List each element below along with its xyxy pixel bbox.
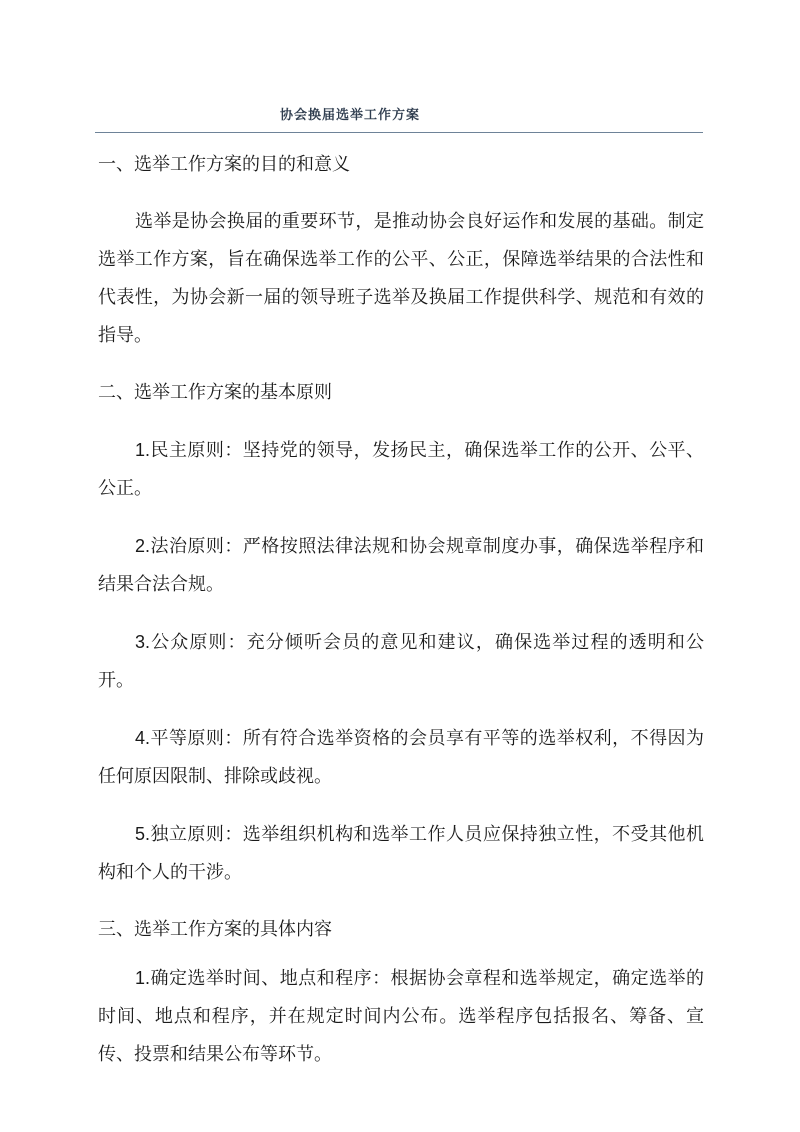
item-number: 2. [135,536,151,556]
section-content [98,911,704,1074]
list-item [98,815,704,892]
item-number: 4. [135,728,151,748]
list-item [98,959,704,1074]
item-number: 3. [135,632,151,652]
item-text: 平等原则：所有符合选举资格的会员享有平等的选举权利，不得因为任何原因限制、排除或歧视。 [98,728,704,787]
document-title: 协会换届选举工作方案 [280,108,421,123]
section-principles [98,374,704,892]
item-number: 1. [135,968,151,988]
list-item [98,623,704,700]
section-heading: 三、选举工作方案的具体内容 [98,919,332,940]
list-item [98,527,704,604]
item-text: 法治原则：严格按照法律法规和协会规章制度办事，确保选举程序和结果合法合规。 [98,536,704,595]
item-text: 民主原则：坚持党的领导，发扬民主，确保选举工作的公开、公平、公正。 [98,440,704,499]
list-item [98,719,704,796]
section-heading: 二、选举工作方案的基本原则 [98,382,332,403]
item-number: 1. [135,440,151,460]
section-heading: 一、选举工作方案的目的和意义 [98,154,350,175]
item-number: 5. [135,824,151,844]
header-divider [95,132,703,133]
body-paragraph: 选举是协会换届的重要环节，是推动协会良好运作和发展的基础。制定选举工作方案，旨在确保选举工作的公平、公正，保障选举结果的合法性和代表性，为协会新一届的领导班子选举及换届工作提供科学、规范和有效的指导。 [98,211,704,346]
list-item [98,431,704,508]
document-body [98,146,704,1074]
item-text: 公众原则：充分倾听会员的意见和建议，确保选举过程的透明和公开。 [98,632,704,691]
document-header [95,100,703,134]
section-purpose [98,146,704,355]
item-text: 独立原则：选举组织机构和选举工作人员应保持独立性，不受其他机构和个人的干涉。 [98,824,704,883]
item-text: 确定选举时间、地点和程序：根据协会章程和选举规定，确定选举的时间、地点和程序，并在规定时间内公布。选举程序包括报名、筹备、宣传、投票和结果公布等环节。 [98,968,704,1065]
